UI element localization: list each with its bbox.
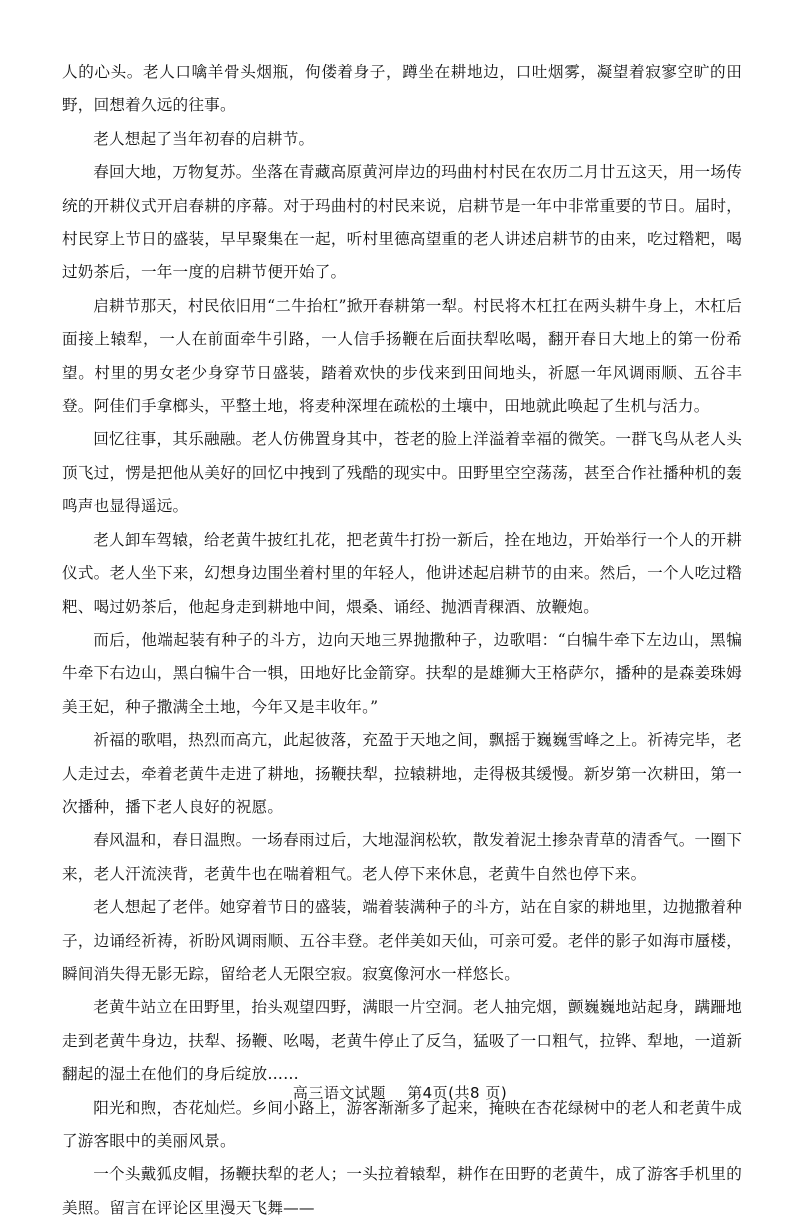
paragraph-11: 老黄牛站立在田野里，抬头观望四野，满眼一片空洞。老人抽完烟，颤巍巍地站起身，蹒跚地走到老黄牛身边，扶犁、扬鞭、吆喝，老黄牛停止了反刍，猛吸了一口粗气，拉铧、犁地，一道新翻起的湿土在他们的身后绽放…… <box>62 998 742 1084</box>
paragraph-9: 春风温和，春日温煦。一场春雨过后，大地湿润松软，散发着泥土掺杂青草的清香气。一圈下来，老人汗流浃背，老黄牛也在喘着粗气。老人停下来休息，老黄牛自然也停下来。 <box>62 831 742 883</box>
paragraph-2: 老人想起了当年初春的启耕节。 <box>93 129 315 148</box>
document-body <box>62 56 742 1225</box>
page-number: 第4页(共8 页) <box>407 1084 508 1102</box>
page-footer <box>0 1082 800 1103</box>
paragraph-13: 一个头戴狐皮帽，扬鞭扶犁的老人；一头拉着辕犁，耕作在田野的老黄牛，成了游客手机里的美照。留言在评论区里漫天飞舞—— <box>62 1165 742 1217</box>
paragraph-8: 祈福的歌唱，热烈而高亢，此起彼落，充盈于天地之间，飘摇于巍巍雪峰之上。祈祷完毕，老人走过去，牵着老黄牛走进了耕地，扬鞭扶犁，拉辕耕地，走得极其缓慢。新岁第一次耕田，第一次播种，播下老人良好的祝愿。 <box>62 731 742 816</box>
paragraph-12: 阳光和煦，杏花灿烂。乡间小路上，游客渐渐多了起来，掩映在杏花绿树中的老人和老黄牛成了游客眼中的美丽风景。 <box>62 1098 742 1150</box>
paragraph-5: 回忆往事，其乐融融。老人仿佛置身其中，苍老的脸上洋溢着幸福的微笑。一群飞鸟从老人头顶飞过，愣是把他从美好的回忆中拽到了残酷的现实中。田野里空空荡荡，甚至合作社播种机的轰鸣声也显得遥远。 <box>62 430 742 516</box>
paragraph-10: 老人想起了老伴。她穿着节日的盛装，端着装满种子的斗方，站在自家的耕地里，边抛撒着种子，边诵经祈祷，祈盼风调雨顺、五谷丰登。老伴美如天仙，可亲可爱。老伴的影子如海市蜃楼，瞬间消失得无影无踪，留给老人无限空寂。寂寞像河水一样悠长。 <box>62 898 742 983</box>
paragraph-3: 春回大地，万物复苏。坐落在青藏高原黄河岸边的玛曲村村民在农历二月廿五这天，用一场传统的开耕仪式开启春耕的序幕。对于玛曲村的村民来说，启耕节是一年中非常重要的节日。届时，村民穿上节日的盛装，早早聚集在一起，听村里德高望重的老人讲述启耕节的由来，吃过糌粑，喝过奶茶后，一年一度的启耕节便开始了。 <box>62 163 742 282</box>
paragraph-6: 老人卸车驾辕，给老黄牛披红扎花，把老黄牛打扮一新后，拴在地边，开始举行一个人的开耕仪式。老人坐下来，幻想身边围坐着村里的年轻人，他讲述起启耕节的由来。然后，一个人吃过糌粑、喝过奶茶后，他起身走到耕地中间，煨桑、诵经、抛洒青稞酒、放鞭炮。 <box>62 530 742 616</box>
paragraph-4: 启耕节那天，村民依旧用“二牛抬杠”掀开春耕第一犁。村民将木杠扛在两头耕牛身上，木杠后面接上辕犁，一人在前面牵牛引路，一人信手扬鞭在后面扶犁吆喝，翻开春日大地上的第一份希望。村里的男女老少身穿节日盛装，踏着欢快的步伐来到田间地头，祈愿一年风调雨顺、五谷丰登。阿佳们手拿榔头，平整土地，将麦种深埋在疏松的土壤中，田地就此唤起了生机与活力。 <box>62 296 742 416</box>
exam-title: 高三语文试题 <box>292 1084 386 1102</box>
paragraph-1: 人的心头。老人口噙羊骨头烟瓶，佝偻着身子，蹲坐在耕地边，口吐烟雾，凝望着寂寥空旷的田野，回想着久远的往事。 <box>62 63 742 115</box>
paragraph-7: 而后，他端起装有种子的斗方，边向天地三界抛撒种子，边歌唱：“白犏牛牵下左边山，黑犏牛牵下右边山，黑白犏牛合一犋，田地好比金箭穿。扶犁的是雄狮大王格萨尔，播种的是森姜珠姆美王妃，种子撒满全土地，今年又是丰收年。” <box>62 630 742 716</box>
